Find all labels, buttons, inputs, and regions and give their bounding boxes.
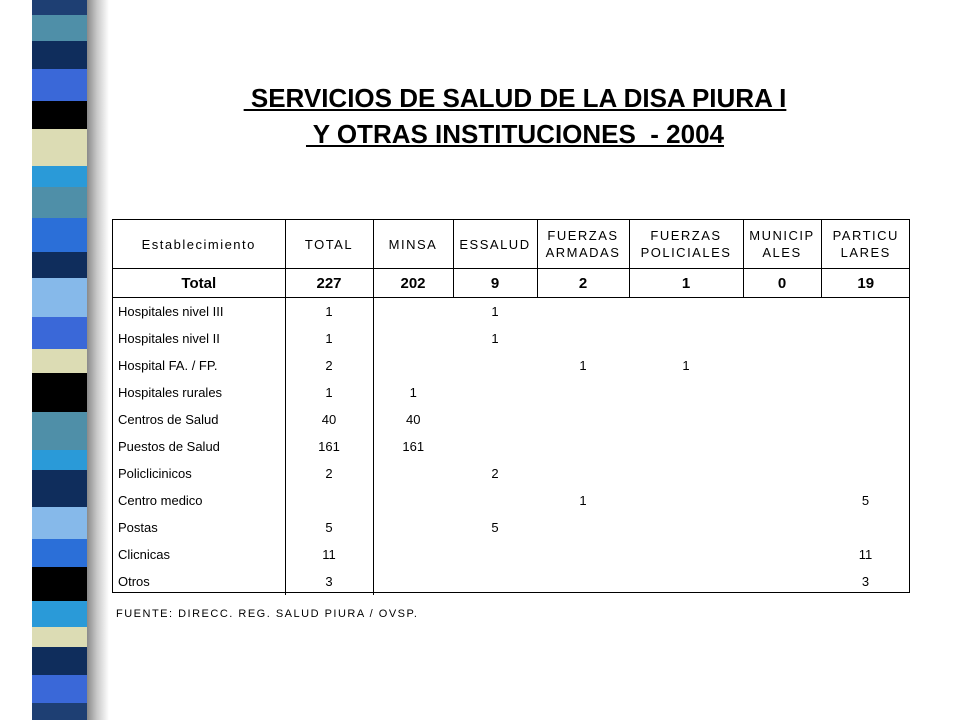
table-cell <box>629 514 743 541</box>
row-label: Hospital FA. / FP. <box>113 352 285 379</box>
table-cell <box>743 325 821 352</box>
table-cell <box>743 433 821 460</box>
table-cell: 40 <box>285 406 373 433</box>
table-cell <box>629 379 743 406</box>
table-cell: 5 <box>285 514 373 541</box>
table-cell: 3 <box>285 568 373 595</box>
column-header <box>629 220 743 269</box>
table-cell <box>821 325 910 352</box>
table-cell <box>629 460 743 487</box>
table-cell: 11 <box>285 541 373 568</box>
column-header-line-1: MINSA <box>388 236 438 252</box>
row-label: Hospitales rurales <box>113 379 285 406</box>
table-cell <box>743 352 821 379</box>
table-cell: 2 <box>285 352 373 379</box>
table-cell <box>453 406 537 433</box>
table-totals-row <box>113 269 910 298</box>
column-header-line-2: POLICIALES <box>640 245 732 260</box>
table-cell <box>453 568 537 595</box>
table-cell <box>743 487 821 514</box>
table-cell <box>537 298 629 326</box>
stripe-segment <box>32 69 87 101</box>
table-cell <box>453 352 537 379</box>
table-cell: 161 <box>402 439 425 454</box>
column-header-line-1: ESSALUD <box>459 236 531 252</box>
table-cell <box>537 325 629 352</box>
totals-cell: 1 <box>629 269 743 298</box>
table-row <box>113 568 910 595</box>
stripe-segment <box>32 41 87 69</box>
table-cell <box>537 568 629 595</box>
table-cell <box>537 541 629 568</box>
stripe-segment <box>32 218 87 252</box>
row-label: Postas <box>113 514 285 541</box>
table-cell <box>285 487 373 514</box>
table-cell <box>821 514 910 541</box>
column-header-line-2: ALES <box>762 245 802 260</box>
health-services-table <box>113 220 910 595</box>
stripe-segment <box>32 703 87 720</box>
title-line-2: Y OTRAS INSTITUCIONES - 2004 <box>305 119 725 149</box>
data-table-frame <box>112 219 910 593</box>
table-row <box>113 352 910 379</box>
table-cell <box>629 433 743 460</box>
table-row <box>113 379 910 406</box>
table-cell: 1 <box>491 331 499 346</box>
stripe-segment <box>32 601 87 627</box>
table-cell <box>629 325 743 352</box>
column-header-line-1: TOTAL <box>304 236 354 252</box>
column-header <box>743 220 821 269</box>
column-header-line-1: FUERZAS <box>650 228 722 243</box>
table-cell <box>373 541 453 568</box>
table-cell <box>453 541 537 568</box>
table-cell <box>629 487 743 514</box>
table-cell <box>743 298 821 326</box>
totals-cell: 0 <box>743 269 821 298</box>
totals-label: Total <box>113 269 285 298</box>
stripe-segment <box>32 278 87 317</box>
row-label: Centros de Salud <box>113 406 285 433</box>
table-cell: 5 <box>861 493 870 508</box>
table-cell: 5 <box>491 520 499 535</box>
column-header <box>113 220 285 269</box>
table-cell <box>373 487 453 514</box>
column-header <box>821 220 910 269</box>
table-row <box>113 298 910 326</box>
table-row <box>113 325 910 352</box>
row-label: Puestos de Salud <box>113 433 285 460</box>
row-label: Policlicinicos <box>113 460 285 487</box>
table-cell <box>743 568 821 595</box>
stripe-segment <box>32 470 87 507</box>
table-cell <box>453 487 537 514</box>
table-cell <box>453 433 537 460</box>
table-cell <box>373 325 453 352</box>
table-row <box>113 406 910 433</box>
table-cell: 1 <box>491 304 499 319</box>
table-cell: 11 <box>858 547 873 562</box>
row-label: Clicnicas <box>113 541 285 568</box>
table-cell: 2 <box>491 466 499 481</box>
table-cell <box>743 514 821 541</box>
stripe-segment <box>32 539 87 567</box>
table-cell: 161 <box>285 433 373 460</box>
column-header-line-1: MUNICIP <box>749 228 815 243</box>
table-cell <box>629 541 743 568</box>
table-cell <box>743 406 821 433</box>
table-cell <box>537 433 629 460</box>
stripe-segment <box>32 450 87 471</box>
table-cell: 40 <box>406 412 421 427</box>
stripe-segment <box>32 675 87 703</box>
column-header <box>453 220 537 269</box>
table-cell <box>743 541 821 568</box>
table-cell <box>821 406 910 433</box>
title-line-1: SERVICIOS DE SALUD DE LA DISA PIURA I <box>243 83 787 113</box>
stripe-segment <box>32 317 87 349</box>
row-label: Otros <box>113 568 285 595</box>
table-cell <box>373 514 453 541</box>
stripe-segment <box>32 15 87 41</box>
totals-cell: 2 <box>537 269 629 298</box>
table-cell: 1 <box>409 385 417 400</box>
totals-cell: 19 <box>821 269 910 298</box>
table-cell: 1 <box>285 298 373 326</box>
page-title <box>150 80 880 152</box>
table-cell: 1 <box>682 358 690 373</box>
table-cell <box>629 298 743 326</box>
stripe-segment <box>32 373 87 412</box>
table-header-row <box>113 220 910 269</box>
stripe-segment <box>32 129 87 166</box>
totals-cell: 227 <box>285 269 373 298</box>
stripe-segment <box>32 166 87 187</box>
column-header <box>285 220 373 269</box>
column-header <box>537 220 629 269</box>
table-cell <box>629 406 743 433</box>
totals-cell: 202 <box>373 269 453 298</box>
stripe-segment <box>32 647 87 675</box>
stripe-segment <box>32 252 87 278</box>
column-header-line-2: ARMADAS <box>545 245 621 260</box>
column-header-line-1: Establecimiento <box>141 236 256 252</box>
table-cell <box>743 460 821 487</box>
decorative-stripe-band <box>32 0 87 720</box>
table-cell <box>373 568 453 595</box>
stripe-segment <box>32 187 87 219</box>
column-header-line-1: PARTICU <box>832 228 899 243</box>
totals-cell: 9 <box>453 269 537 298</box>
table-cell: 1 <box>285 379 373 406</box>
table-cell <box>373 298 453 326</box>
stripe-segment <box>32 349 87 373</box>
stripe-segment <box>32 507 87 539</box>
stripe-segment <box>32 412 87 449</box>
table-cell <box>821 379 910 406</box>
table-row <box>113 487 910 514</box>
table-cell: 1 <box>579 493 587 508</box>
table-row <box>113 433 910 460</box>
table-cell: 3 <box>861 574 870 589</box>
stripe-segment <box>32 0 87 15</box>
table-cell <box>821 352 910 379</box>
stripe-segment <box>32 101 87 129</box>
table-cell: 1 <box>285 325 373 352</box>
table-row <box>113 514 910 541</box>
table-cell <box>821 298 910 326</box>
table-cell: 1 <box>579 358 587 373</box>
stripe-segment <box>32 567 87 601</box>
row-label: Hospitales nivel III <box>113 298 285 326</box>
stripe-segment <box>32 627 87 648</box>
table-cell <box>537 406 629 433</box>
row-label: Centro medico <box>113 487 285 514</box>
source-note: FUENTE: DIRECC. REG. SALUD PIURA / OVSP. <box>116 608 419 620</box>
table-cell <box>629 568 743 595</box>
table-cell <box>373 352 453 379</box>
table-cell <box>537 514 629 541</box>
stripe-shadow <box>87 0 109 720</box>
table-cell <box>373 460 453 487</box>
table-cell <box>537 460 629 487</box>
table-cell <box>821 460 910 487</box>
column-header-line-2: LARES <box>840 245 891 260</box>
table-cell: 2 <box>285 460 373 487</box>
column-header-line-1: FUERZAS <box>547 228 619 243</box>
table-row <box>113 541 910 568</box>
table-cell <box>453 379 537 406</box>
table-cell <box>821 433 910 460</box>
row-label: Hospitales nivel II <box>113 325 285 352</box>
column-header <box>373 220 453 269</box>
table-row <box>113 460 910 487</box>
table-cell <box>743 379 821 406</box>
table-cell <box>537 379 629 406</box>
